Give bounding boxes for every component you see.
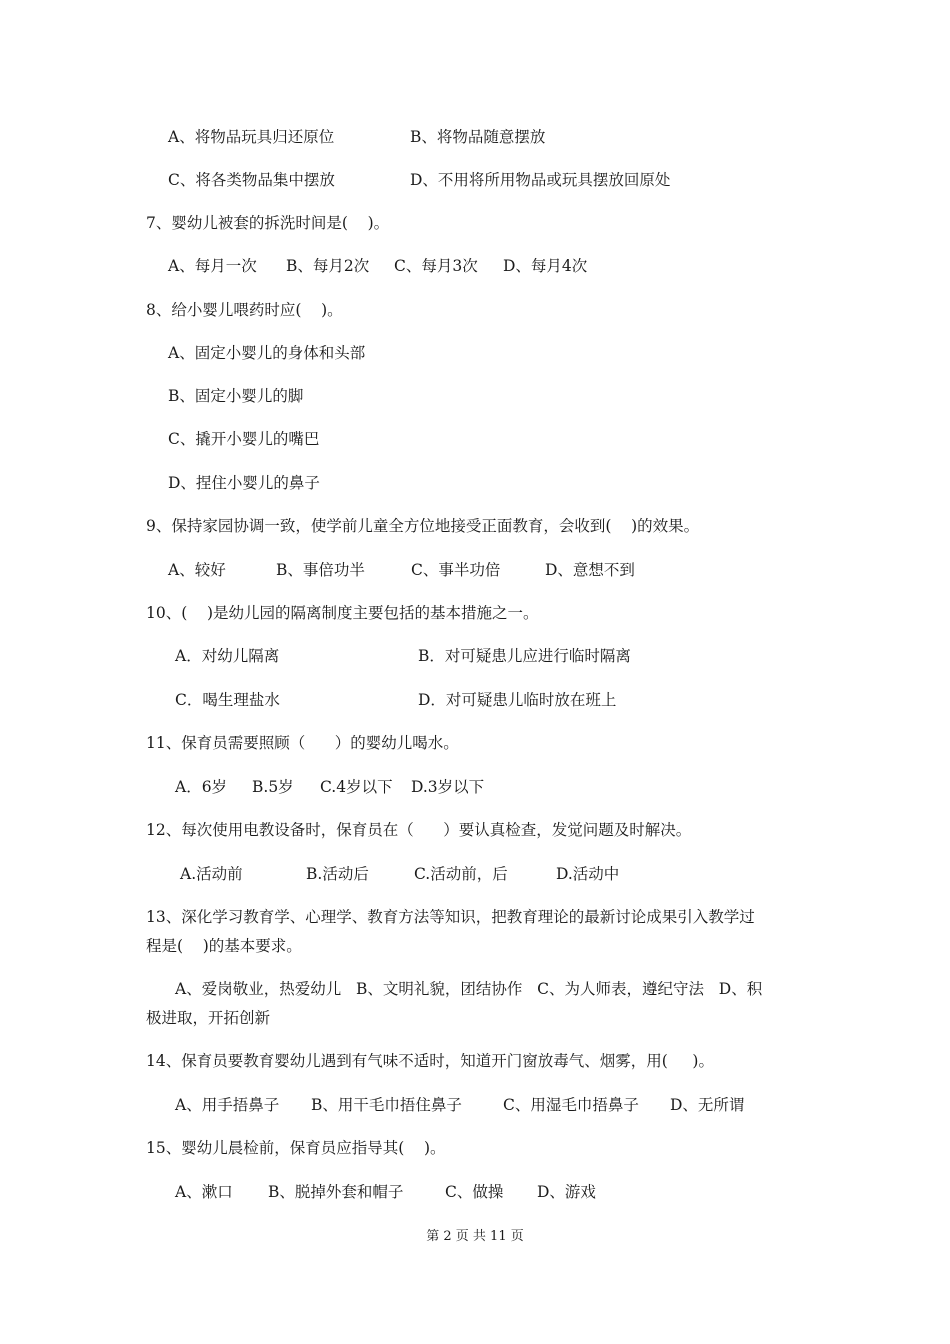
q14-option-b: B、用干毛巾捂住鼻子: [311, 1096, 462, 1114]
q9-stem: 9、保持家园协调一致，使学前儿童全方位地接受正面教育，会收到( )的效果。: [146, 517, 700, 535]
q10-stem: 10、( )是幼儿园的隔离制度主要包括的基本措施之一。: [146, 604, 539, 622]
q14-option-a: A、用手捂鼻子: [175, 1096, 280, 1114]
q12-stem: 12、每次使用电教设备时，保育员在（ ）要认真检查，发觉问题及时解决。: [146, 821, 692, 839]
q7-option-c: C、每月3次: [394, 257, 478, 275]
q11-option-a: A．6岁: [175, 778, 228, 796]
q12-option-d: D.活动中: [556, 865, 620, 883]
q15-option-c: C、做操: [445, 1183, 504, 1201]
q8-stem: 8、给小婴儿喂药时应( )。: [146, 301, 343, 319]
q7-option-b: B、每月2次: [286, 257, 370, 275]
q12-option-c: C.活动前，后: [414, 865, 508, 883]
q6-option-b: B、将物品随意摆放: [410, 128, 546, 146]
q6-option-a: A、将物品玩具归还原位: [168, 128, 335, 146]
q15-option-a: A、漱口: [175, 1183, 233, 1201]
q11-option-d: D.3岁以下: [411, 778, 485, 796]
q10-option-c: C．喝生理盐水: [175, 691, 280, 709]
q11-option-c: C.4岁以下: [320, 778, 393, 796]
q11-option-b: B.5岁: [252, 778, 294, 796]
q9-option-b: B、事倍功半: [276, 561, 365, 579]
q10-option-a: A．对幼儿隔离: [175, 647, 280, 665]
q13-stem-line1: 13、深化学习教育学、心理学、教育方法等知识，把教育理论的最新讨论成果引入教学过: [146, 908, 755, 926]
q10-option-d: D．对可疑患儿临时放在班上: [418, 691, 617, 709]
q9-option-d: D、意想不到: [545, 561, 635, 579]
q8-option-d: D、捏住小婴儿的鼻子: [168, 474, 320, 492]
q12-option-b: B.活动后: [306, 865, 369, 883]
q9-option-a: A、较好: [168, 561, 226, 579]
q7-option-d: D、每月4次: [503, 257, 588, 275]
q11-stem: 11、保育员需要照顾（ ）的婴幼儿喝水。: [146, 734, 459, 752]
page-number-footer: 第 2 页 共 11 页: [426, 1229, 524, 1244]
q9-option-c: C、事半功倍: [411, 561, 501, 579]
q15-option-b: B、脱掉外套和帽子: [268, 1183, 404, 1201]
q15-stem: 15、婴幼儿晨检前，保育员应指导其( )。: [146, 1139, 446, 1157]
q6-option-c: C、将各类物品集中摆放: [168, 171, 335, 189]
q13-options-line2: 极进取，开拓创新: [146, 1009, 271, 1027]
q10-option-b: B．对可疑患儿应进行临时隔离: [418, 647, 631, 665]
q14-stem: 14、保育员要教育婴幼儿遇到有气味不适时，知道开门窗放毒气、烟雾，用( )。: [146, 1052, 714, 1070]
q7-option-a: A、每月一次: [168, 257, 257, 275]
q13-stem-line2: 程是( )的基本要求。: [146, 937, 302, 955]
q15-option-d: D、游戏: [537, 1183, 596, 1201]
q12-option-a: A.活动前: [180, 865, 243, 883]
q14-option-c: C、用湿毛巾捂鼻子: [503, 1096, 639, 1114]
q7-stem: 7、婴幼儿被套的拆洗时间是( )。: [146, 214, 390, 232]
q6-option-d: D、不用将所用物品或玩具摆放回原处: [410, 171, 671, 189]
q8-option-c: C、撬开小婴儿的嘴巴: [168, 430, 320, 448]
q14-option-d: D、无所谓: [670, 1096, 745, 1114]
q8-option-b: B、固定小婴儿的脚: [168, 387, 304, 405]
q8-option-a: A、固定小婴儿的身体和头部: [168, 344, 366, 362]
q13-options-line1: A、爱岗敬业，热爱幼儿 B、文明礼貌，团结协作 C、为人师表，遵纪守法 D、积: [175, 980, 763, 998]
